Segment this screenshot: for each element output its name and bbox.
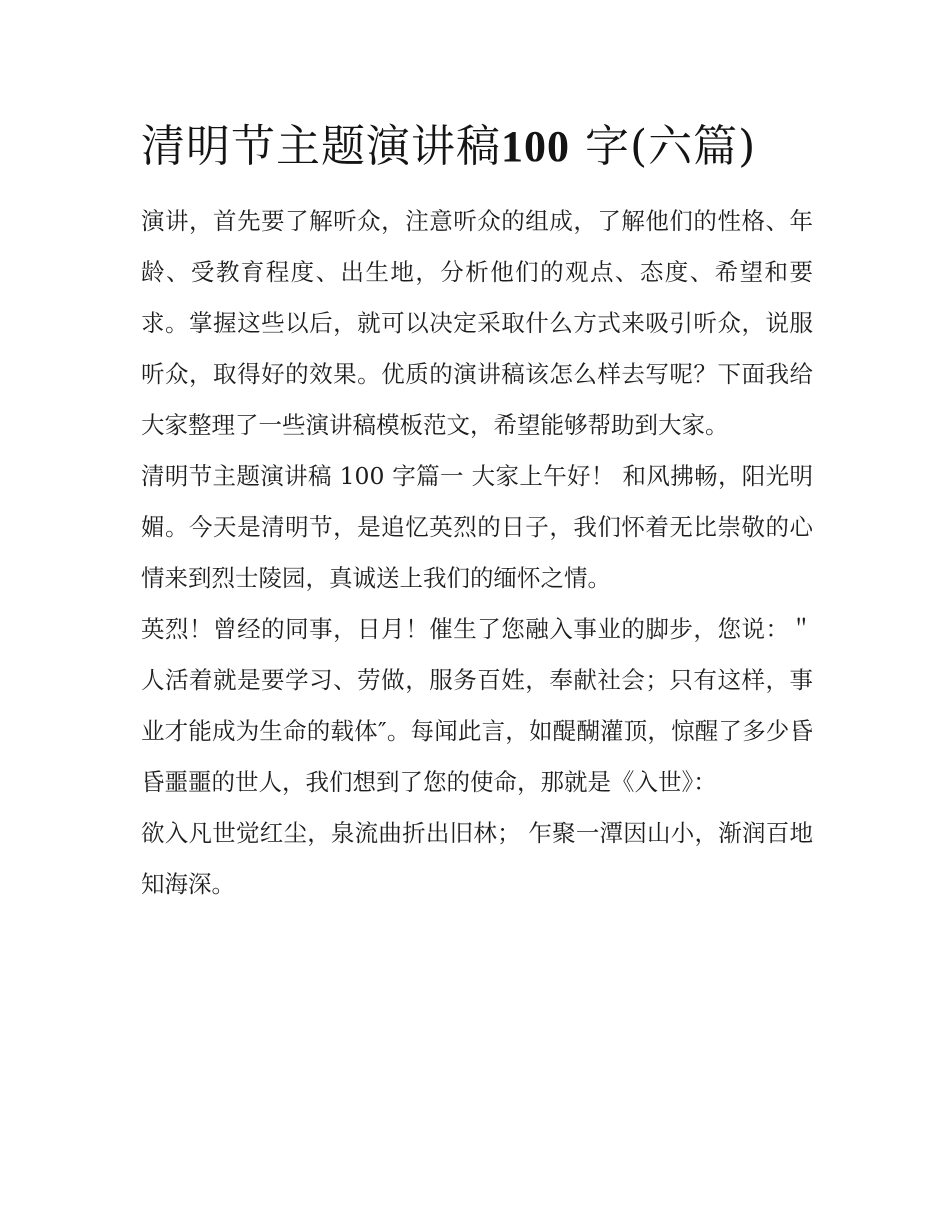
document-title [141, 112, 813, 182]
document-body [141, 112, 813, 910]
poem-paragraph: 欲入凡世觉红尘，泉流曲折出旧林； 乍聚一潭因山小，渐润百地知海深。 [141, 819, 813, 898]
title-text-part-2: 字(六篇) [585, 121, 757, 172]
speech-opening-paragraph: 清明节主题演讲稿 100 字篇一 大家上午好！ 和风拂畅，阳光明媚。今天是清明节，是追忆英烈的日子，我们怀着无比崇敬的心情来到烈士陵园，真诚送上我们的缅怀之情。 [141, 462, 813, 592]
title-text-part-1: 清明节主题演讲稿 [141, 121, 501, 172]
title-number: 100 [501, 122, 570, 171]
intro-paragraph: 演讲，首先要了解听众，注意听众的组成，了解他们的性格、年龄、受教育程度、出生地，分析他们的观点、态度、希望和要求。掌握这些以后，就可以决定采取什么方式来吸引听众，说服听众，取得好的效果。优质的演讲稿该怎么样去写呢？下面我给大家整理了一些演讲稿模板范文，希望能够帮助到大家。 [141, 207, 813, 439]
speech-tribute-paragraph: 英烈！曾经的同事，日月！催生了您融入事业的脚步，您说：＂人活着就是要学习、劳做，服务百姓，奉献社会；只有这样，事业才能成为生命的载体″。每闻此言，如醍醐灌顶，惊醒了多少昏昏噩噩的世人，我们想到了您的使命，那就是《入世》： [141, 615, 813, 796]
